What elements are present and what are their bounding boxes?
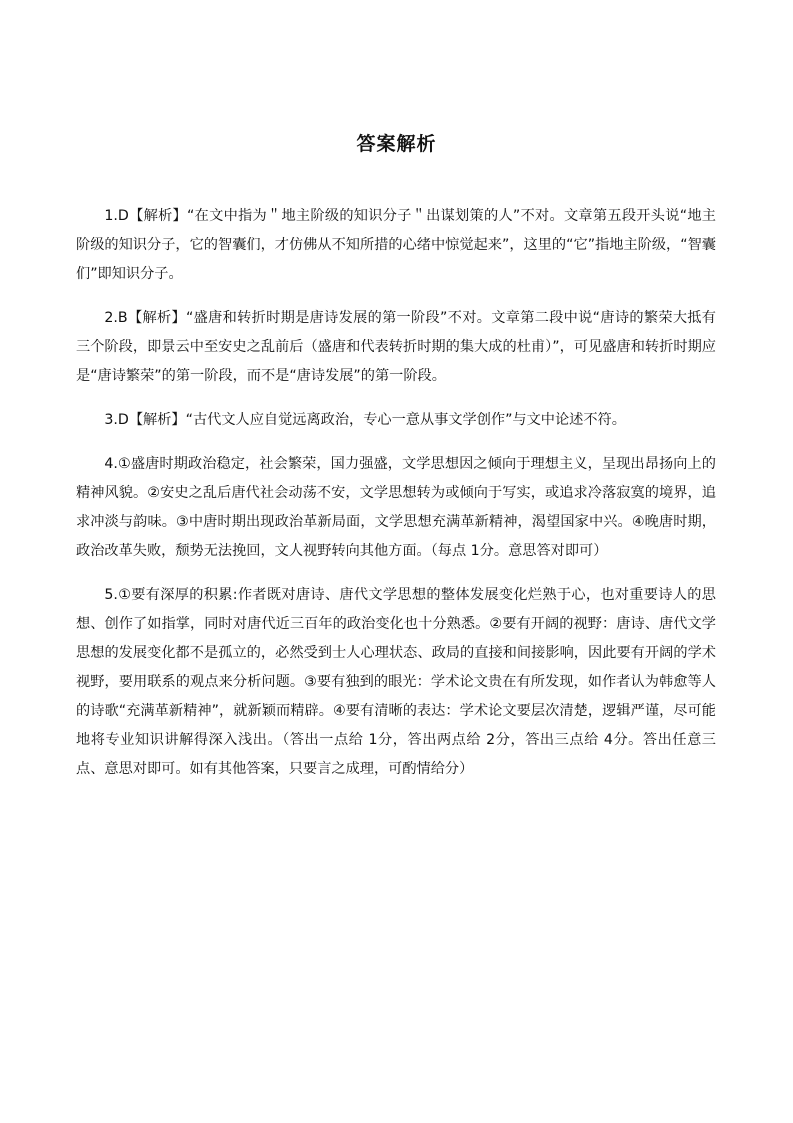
answer-1-paragraph: 1.D【解析】“在文中指为＂地主阶级的知识分子＂出谋划策的人”不对。文章第五段开头说“地主阶级的知识分子，它的智囊们，才仿佛从不知所措的心绪中惊觉起来”，这里的“它”指地主阶级，“智囊们”即知识分子。 <box>76 208 716 282</box>
answer-4-paragraph: 4.①盛唐时期政治稳定，社会繁荣，国力强盛，文学思想因之倾向于理想主义，呈现出昂扬向上的精神风貌。②安史之乱后唐代社会动荡不安，文学思想转为或倾向于写实，或追求冷落寂寞的境界，追求冲淡与韵味。③中唐时期出现政治革新局面，文学思想充满革新精神，渴望国家中兴。④晚唐时期，政治改革失败，颓势无法挽回，文人视野转向其他方面。（每点 1分。意思答对即可） <box>76 456 716 559</box>
answer-2-paragraph: 2.B【解析】“盛唐和转折时期是唐诗发展的第一阶段”不对。文章第二段中说“唐诗的繁荣大抵有三个阶段，即景云中至安史之乱前后（盛唐和代表转折时期的集大成的杜甫）”，可见盛唐和转折时期应是“唐诗繁荣”的第一阶段，而不是“唐诗发展”的第一阶段。 <box>76 310 716 384</box>
answer-3-paragraph: 3.D【解析】“古代文人应自觉远离政治，专心一意从事文学创作”与文中论述不符。 <box>104 412 626 428</box>
page-title: 答案解析 <box>356 133 437 155</box>
answer-5-paragraph: 5.①要有深厚的积累:作者既对唐诗、唐代文学思想的整体发展变化烂熟于心，也对重要诗人的思想、创作了如指掌，同时对唐代近三百年的政治变化也十分熟悉。②要有开阔的视野：唐诗、唐代文学思想的发展变化都不是孤立的，必然受到士人心理状态、政局的直接和间接影响，因此要有开阔的学术视野，要用联系的观点来分析问题。③要有独到的眼光：学术论文贵在有所发现，如作者认为韩愈等人的诗歌“充满革新精神”，就新颖而精辟。④要有清晰的表达：学术论文要层次清楚，逻辑严谨，尽可能地将专业知识讲解得深入浅出。（答出一点给 1分，答出两点给 2分，答出三点给 4分。答出任意三点、意思对即可。如有其他答案，只要言之成理，可酌情给分） <box>76 587 716 777</box>
answer-content <box>76 202 716 799</box>
